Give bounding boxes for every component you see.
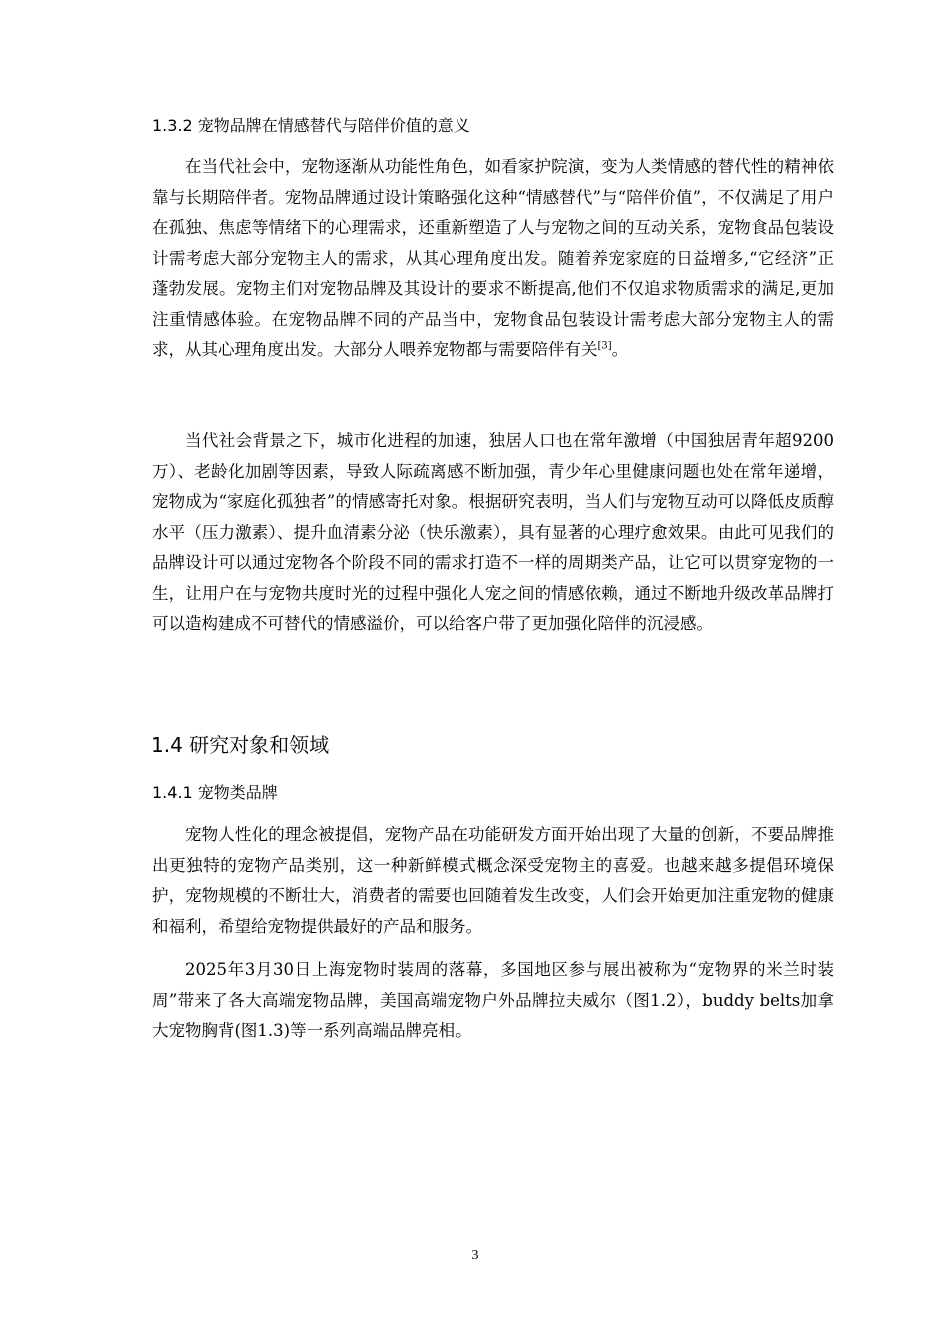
paragraph-pet-humanization: 宠物人性化的理念被提倡，宠物产品在功能研发方面开始出现了大量的创新，不要品牌推出更独特的宠物产品类别，这一种新鲜模式概念深受宠物主的喜爱。也越来越多提倡环境保护，宠物规模的不断壮大，消费者的需要也回随着发生改变，人们会开始更加注重宠物的健康和福利，希望给宠物提供最好的产品和服务。 — [152, 825, 834, 936]
paragraph-text: 在当代社会中，宠物逐渐从功能性角色，如看家护院演，变为人类情感的替代性的精神依靠与长期陪伴者。宠物品牌通过设计策略强化这种“情感替代”与“陪伴价值”，不仅满足了用户在孤独、焦虑等情绪下的心理需求，还重新塑造了人与宠物之间的互动关系，宠物食品包装设计需考虑大部分宠物主人的需求，从其心理角度出发。随着养宠家庭的日益增多,“它经济”正蓬勃发展。宠物主们对宠物品牌及其设计的要求不断提高,他们不仅追求物质需求的满足,更加注重情感体验。在宠物品牌不同的产品当中，宠物食品包装设计需考虑大部分宠物主人的需求，从其心理角度出发。大部分人喂养宠物都与需要陪伴有关 — [152, 157, 834, 359]
paragraph-emotional-substitution — [152, 152, 834, 366]
section-heading-1-4: 1.4 研究对象和领域 — [151, 733, 330, 757]
page-number: 3 — [471, 1248, 479, 1263]
paragraph-end: 。 — [611, 340, 629, 359]
citation-marker: [3] — [597, 340, 612, 352]
paragraph-fashion-week: 2025年3月30日上海宠物时装周的落幕，多国地区参与展出被称为“宠物界的米兰时装周”带来了各大高端宠物品牌，美国高端宠物户外品牌拉夫威尔（图1.2），buddy belts加拿大宠物胸背(图1.3)等一系列高端品牌亮相。 — [152, 960, 834, 1040]
section-heading-1-4-1: 1.4.1 宠物类品牌 — [152, 783, 278, 802]
paragraph-social-background: 当代社会背景之下，城市化进程的加速，独居人口也在常年激增（中国独居青年超9200万）、老龄化加剧等因素，导致人际疏离感不断加强，青少年心里健康问题也处在常年递增，宠物成为“家庭化孤独者”的情感寄托对象。根据研究表明，当人们与宠物互动可以降低皮质醇水平（压力激素）、提升血清素分泌（快乐激素），具有显著的心理疗愈效果。由此可见我们的品牌设计可以通过宠物各个阶段不同的需求打造不一样的周期类产品，让它可以贯穿宠物的一生，让用户在与宠物共度时光的过程中强化人宠之间的情感依赖，通过不断地升级改革品牌打可以造构建成不可替代的情感溢价，可以给客户带了更加强化陪伴的沉浸感。 — [152, 431, 834, 633]
section-heading-1-3-2: 1.3.2 宠物品牌在情感替代与陪伴价值的意义 — [152, 116, 470, 135]
